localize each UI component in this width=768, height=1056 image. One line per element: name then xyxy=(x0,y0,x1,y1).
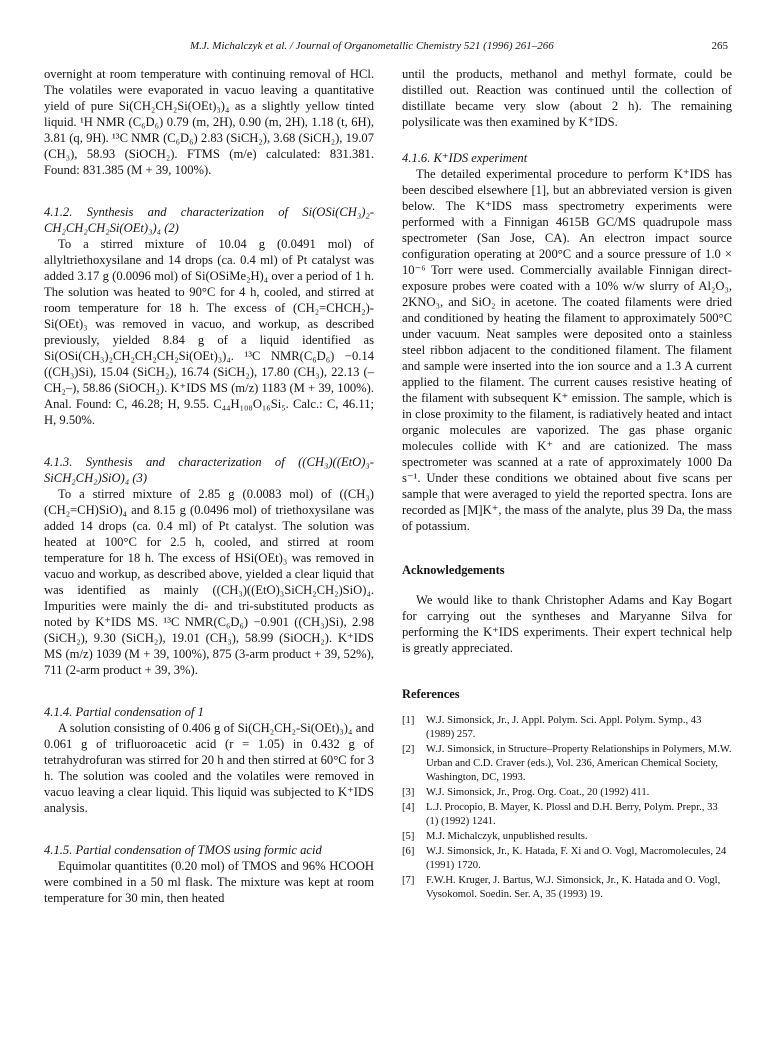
reference-number: [5] xyxy=(402,831,415,842)
reference-item xyxy=(402,874,732,902)
reference-number: [1] xyxy=(402,715,415,726)
reference-item xyxy=(402,714,732,742)
reference-number: [3] xyxy=(402,787,415,798)
running-header xyxy=(40,40,728,58)
paragraph-continuation: until the products, methanol and methyl formate, could be distilled out. Reaction was continued until the collection of distillate became very slow (about 2 h). The remaining polysilicate was then examined by K⁺IDS. xyxy=(402,67,732,129)
reference-item xyxy=(402,786,732,800)
reference-text: W.J. Simonsick, in Structure–Property Relationships in Polymers, M.W. Urban and C.D. Craver (eds.), Vol. 236, American Chemical Society, Washington, DC, 1993. xyxy=(426,744,732,783)
paragraph-continuation: overnight at room temperature with continuing removal of HCl. The volatiles were evaporated in vacuo leaving a quantitative yield of pure Si(CH₂CH₂Si(OEt)₃)₄ as a slightly yellow tinted liquid. ¹H NMR (C₆D₆) 0.79 (m, 2H), 0.90 (m, 2H), 1.18 (t, 6H), 3.81 (q, 9H). ¹³C NMR (C₆D₆) 2.83 (SiCH₂), 3.68 (SiCH₂), 19.07 (CH₃), 58.93 (SiOCH₂). FTMS (m/e) calculated: 831.381. Found: 831.385 (M + 39, 100%). xyxy=(44,67,374,177)
acknowledgements-body: We would like to thank Christopher Adams and Kay Bogart for carrying out the syntheses and Maryanne Silva for performing the K⁺IDS experiments. Their expert technical help is greatly appreciated. xyxy=(402,593,732,655)
reference-item xyxy=(402,743,732,785)
reference-text: W.J. Simonsick, Jr., J. Appl. Polym. Sci. Appl. Polym. Symp., 43 (1989) 257. xyxy=(426,715,702,740)
right-column xyxy=(402,66,732,903)
reference-item xyxy=(402,801,732,829)
acknowledgements-heading: Acknowledgements xyxy=(402,563,505,577)
reference-text: W.J. Simonsick, Jr., Prog. Org. Coat., 20 (1992) 411. xyxy=(426,787,650,798)
section-4-1-5-heading: 4.1.5. Partial condensation of TMOS using formic acid xyxy=(44,843,322,857)
reference-item xyxy=(402,830,732,844)
references-heading: References xyxy=(402,687,460,701)
section-4-1-2-heading: 4.1.2. Synthesis and characterization of Si(OSi(CH₃)₂-CH₂CH₂CH₂Si(OEt)₃)₄ (2) xyxy=(44,205,374,235)
reference-text: W.J. Simonsick, Jr., K. Hatada, F. Xi and O. Vogl, Macromolecules, 24 (1991) 1720. xyxy=(426,846,727,871)
section-4-1-3-body: To a stirred mixture of 2.85 g (0.0083 mol) of ((CH₃)(CH₂=CH)SiO)₄ and 8.15 g (0.0496 mol) of triethoxysilane was added 14 drops (ca. 0.4 ml) of Pt catalyst. The solution was heated at 100°C for 2.5 h, cooled, and stirred at room temperature for 18 h. The excess of HSi(OEt)₃ was removed in vacuo and workup, as described above, yielded a clear liquid that was identified as mainly ((CH₃)((EtO)₃SiCH₂CH₂)SiO)₄. Impurities were mainly the di- and tri-substituted products as noted by K⁺IDS MS. ¹³C NMR(C₆D₆) −0.901 ((CH₃)Si), 2.98 (SiCH₂), 9.30 (SiCH₂), 19.01 (CH₃), 58.99 (SiOCH₂). K⁺IDS MS (m/z) 1039 (M + 39, 100%), 875 (3-arm product + 39, 52%), 711 (2-arm product + 39, 3%). xyxy=(44,487,374,677)
page-number: 265 xyxy=(711,40,728,52)
reference-text: M.J. Michalczyk, unpublished results. xyxy=(426,831,588,842)
reference-text: F.W.H. Kruger, J. Bartus, W.J. Simonsick, Jr., K. Hatada and O. Vogl, Vysokomol. Soedin. Ser. A, 35 (1993) 19. xyxy=(426,875,721,900)
section-4-1-2-body: To a stirred mixture of 10.04 g (0.0491 mol) of allyltriethoxysilane and 14 drops (ca. 0.4 ml) of Pt catalyst was added 3.17 g (0.0096 mol) of Si(OSiMe₂H)₄ over a period of 1 h. The solution was heated to 90°C for 4 h, cooled, and stirred at room temperature for 18 h. The excess of (CH₂=CHCH₂)-Si(OEt)₃ was removed in vacuo, and workup, as described previously, yielded 8.84 g of a liquid identified as Si(OSi(CH₃)₂CH₂CH₂CH₂Si(OEt)₃)₄. ¹³C NMR(C₆D₆) −0.14 ((CH₃)Si), 15.04 (SiCH₂), 16.74 (SiCH₂), 17.80 (CH₃), 22.13 (–CH₂–), 58.86 (SiOCH₂). K⁺IDS MS (m/z) 1183 (M + 39, 100%). Anal. Found: C, 46.28; H, 9.55. C₄₄H₁₀₈O₁₆Si₅. Calc.: C, 46.11; H, 9.50%. xyxy=(44,237,374,427)
left-column xyxy=(44,66,374,906)
reference-number: [7] xyxy=(402,875,415,886)
running-title: M.J. Michalczyk et al. / Journal of Organometallic Chemistry 521 (1996) 261–266 xyxy=(190,40,554,52)
reference-number: [2] xyxy=(402,744,415,755)
section-4-1-4-body: A solution consisting of 0.406 g of Si(CH₂CH₂-Si(OEt)₃)₄ and 0.061 g of trifluoroacetic acid (r = 1.05) in 0.432 g of tetrahydrofuran was stirred for 20 h and then stirred at 60°C for 3 h. The solution was cooled and the volatiles were removed in vacuo leaving a clear liquid. This liquid was subjected to K⁺IDS analysis. xyxy=(44,721,374,815)
section-4-1-5-body: Equimolar quantitites (0.20 mol) of TMOS and 96% HCOOH were combined in a 50 ml flask. The mixture was kept at room temperature for 30 min, then heated xyxy=(44,859,374,905)
section-4-1-6-heading: 4.1.6. K⁺IDS experiment xyxy=(402,151,528,165)
section-4-1-4-heading: 4.1.4. Partial condensation of 1 xyxy=(44,705,204,719)
reference-number: [4] xyxy=(402,802,415,813)
reference-list xyxy=(402,714,732,902)
section-4-1-6-body: The detailed experimental procedure to perform K⁺IDS has been descibed elsewhere [1], but an abbreviated version is given below. The K⁺IDS mass spectrometry experiments were performed with a Finnigan 4615B GC/MS quadrupole mass spectrometer (San Jose, CA). An electron impact source configuration operating at 200°C and a source pressure of 1.0 × 10⁻⁶ Torr were used. Commercially available Finnigan direct-exposure probes were coated with a 10% w/w slurry of Al₂O₃, 2KNO₃, and SiO₂ in acetone. The coated filaments were dried and conditioned by heating the filament to approximately 500°C under vacuum. Neat samples were deposited onto a stainless steel ribbon adjacent to the conditioned filament. The filament and sample were inserted into the ion source and a 1.3 A current applied to the filament. The current causes resistive heating of the filament with subsequent K⁺ emission. The sample, which is in close proximity to the filament, is radiatively heated and intact organic molecules are vaporized. The gas phase organic molecules collide with K⁺ and are cationized. The mass spectrometer was scanned at a rate of approximately 1000 Da s⁻¹. Under these conditions we obtained about five scans per sample that were averaged to yield the reported spectra. Ions are recorded as [M]K⁺, the mass of the analyte, plus 39 Da, the mass of potassium. xyxy=(402,167,732,533)
section-4-1-3-heading: 4.1.3. Synthesis and characterization of ((CH₃)((EtO)₃-SiCH₂CH₂)SiO)₄ (3) xyxy=(44,455,374,485)
reference-text: L.J. Procopio, B. Mayer, K. Plossl and D.H. Berry, Polym. Prepr., 33 (1) (1992) 1241. xyxy=(426,802,718,827)
reference-number: [6] xyxy=(402,846,415,857)
reference-item xyxy=(402,845,732,873)
